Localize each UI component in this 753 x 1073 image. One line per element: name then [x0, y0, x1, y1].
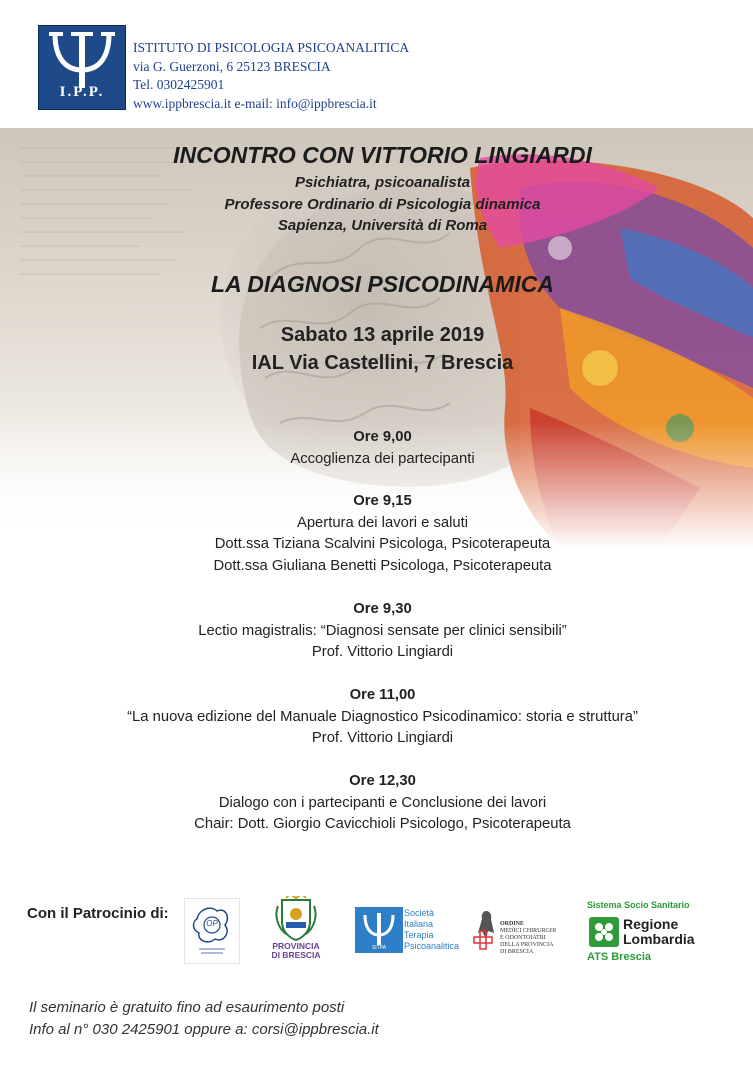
sitp-line: Psicoanalitica [404, 941, 460, 951]
ipp-logo [38, 25, 126, 110]
institute-address: via G. Guerzoni, 6 25123 BRESCIA [133, 58, 331, 74]
event-venue: IAL Via Castellini, 7 Brescia [251, 352, 514, 374]
program-hour: Ore 9,15 [353, 493, 412, 509]
institute-web[interactable]: www.ippbrescia.it e-mail: info@ippbrescia.it [133, 95, 377, 111]
program-line: Accoglienza dei partecipanti [290, 450, 475, 467]
ipp-logo-text: I.P.P. [59, 84, 105, 100]
program-line: Prof. Vittorio Lingiardi [311, 730, 454, 746]
program-line: Chair: Dott. Giorgio Cavicchioli Psicologo, Psicoterapeuta [194, 816, 571, 832]
program-line: “La nuova edizione del Manuale Diagnostico Psicodinamico: storia e struttura” [127, 708, 638, 725]
program-line: Dott.ssa Tiziana Scalvini Psicologa, Psicoterapeuta [214, 536, 551, 552]
program-hour: Ore 9,30 [353, 601, 412, 617]
event-title: INCONTRO CON VITTORIO LINGIARDI [173, 142, 592, 168]
program-item-1 [0, 427, 753, 470]
program-item-3 [0, 599, 753, 664]
footer-line-1: Il seminario è gratuito fino ad esaurimento posti [29, 999, 345, 1016]
speaker-role-2: Professore Ordinario di Psicologia dinamica [224, 195, 541, 213]
institute-phone: Tel. 0302425901 [133, 77, 225, 92]
ordine-line: MEDICI CHIRURGHI [500, 928, 557, 934]
ordine-line: ORDINE [500, 921, 525, 927]
event-date-venue [0, 321, 753, 377]
ordine-medici-text [500, 921, 556, 956]
event-topic: LA DIAGNOSI PSICODINAMICA [211, 271, 554, 297]
regione-text-2: Lombardia [623, 931, 695, 947]
program-line: Lectio magistralis: “Diagnosi sensate per clinici sensibili” [198, 622, 567, 639]
provincia-brescia-logo [272, 896, 320, 964]
speaker-roles [0, 172, 753, 237]
opl-logo [184, 898, 240, 964]
program-hour: Ore 11,00 [349, 687, 416, 703]
program-item-4 [0, 685, 753, 750]
regione-top-text: Sistema Socio Sanitario [587, 900, 690, 910]
program-line: Apertura dei lavori e saluti [296, 514, 469, 531]
speaker-role-1: Psichiatra, psicoanalista [294, 174, 471, 191]
patronage-label: Con il Patrocinio di: [27, 905, 169, 922]
opl-text: OP [206, 919, 218, 928]
program-line: Dialogo con i partecipanti e Conclusione dei lavori [218, 794, 547, 811]
program-line: Prof. Vittorio Lingiardi [311, 644, 454, 660]
footer-line-2: Info al n° 030 2425901 oppure a: corsi@ippbrescia.it [29, 1021, 379, 1038]
program-line: Dott.ssa Giuliana Benetti Psicologa, Psicoterapeuta [213, 557, 552, 574]
ordine-line: DELLA PROVINCIA [500, 942, 554, 948]
program-hour: Ore 9,00 [353, 429, 412, 445]
provincia-text-1: PROVINCIA [272, 941, 320, 951]
institute-info [133, 39, 409, 113]
sitp-text [404, 908, 459, 952]
program-item-2 [0, 491, 753, 577]
ordine-line: DI BRESCIA [500, 949, 534, 955]
regione-rosa-icon [589, 917, 619, 947]
sitp-line: Terapia [404, 930, 434, 940]
ats-text: ATS Brescia [587, 951, 651, 963]
program-hour: Ore 12,30 [349, 773, 416, 789]
footer-info [29, 997, 379, 1041]
ordine-medici-logo [472, 909, 502, 957]
event-date: Sabato 13 aprile 2019 [280, 324, 485, 346]
sitp-line: Società [404, 908, 435, 918]
sitp-small-text: SITPA [371, 945, 387, 951]
regione-box [587, 913, 697, 951]
regione-lombardia-logo [587, 900, 697, 964]
institute-name: ISTITUTO DI PSICOLOGIA PSICOANALITICA [133, 40, 410, 55]
regione-text-1: Regione [623, 916, 679, 932]
program-item-5 [0, 771, 753, 836]
ordine-line: E ODONTOIATRI [500, 935, 546, 941]
speaker-role-3: Sapienza, Università di Roma [277, 217, 488, 234]
sitp-logo [355, 907, 403, 953]
sitp-line: Italiana [404, 919, 434, 929]
provincia-text-2: DI BRESCIA [271, 950, 321, 960]
